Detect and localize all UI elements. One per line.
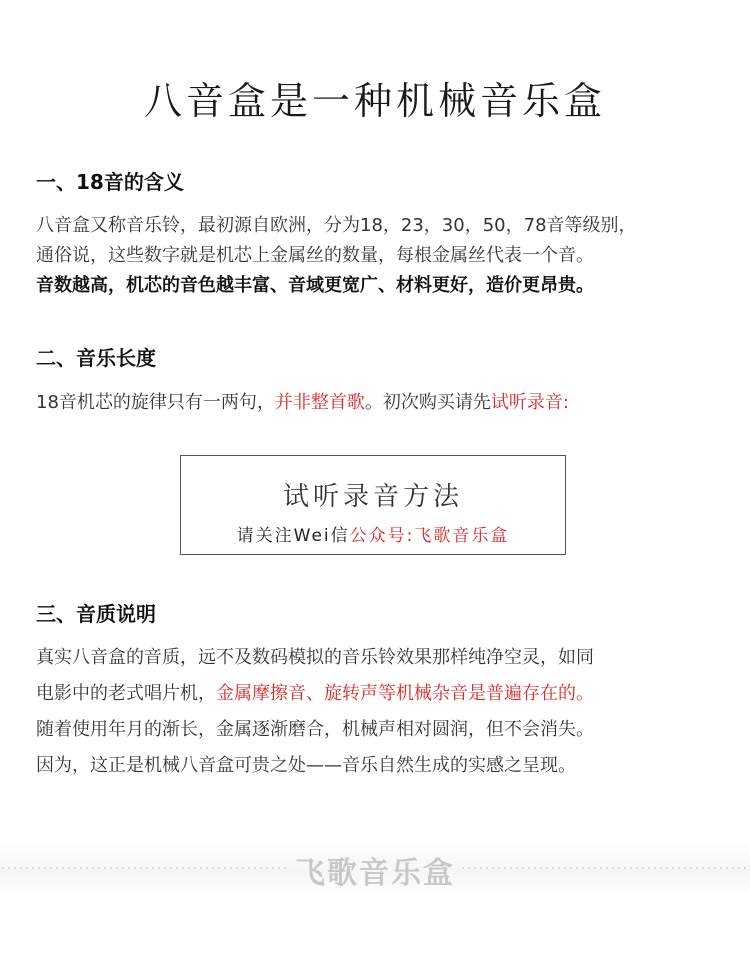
box-title: 试听录音方法	[282, 482, 463, 512]
section3-line2	[36, 679, 726, 709]
page-title: 八音盒是一种机械音乐盒	[143, 79, 606, 123]
box-subtitle	[181, 521, 565, 546]
section2-heading: 二、音乐长度	[36, 346, 156, 370]
section2-highlight-listen: 试听录音:	[490, 392, 569, 413]
box-sub-prefix: 请关注Wei信	[236, 526, 350, 546]
section2-paragraph	[36, 388, 726, 418]
section3-line1: 真实八音盒的音质，远不及数码模拟的音乐铃效果那样纯净空灵，如同	[36, 647, 594, 668]
section3-line2-highlight: 金属摩擦音、旋转声等机械杂音是普遍存在的。	[216, 683, 594, 704]
section3-line3: 随着使用年月的渐长，金属逐渐磨合，机械声相对圆润，但不会消失。	[36, 719, 594, 740]
section1-line2: 通俗说，这些数字就是机芯上金属丝的数量，每根金属丝代表一个音。	[36, 245, 594, 266]
listen-method-box	[180, 455, 566, 555]
section2-text-a: 18音机芯的旋律只有一两句，	[36, 392, 275, 413]
box-sub-account: 公众号:飞歌音乐盒	[349, 526, 510, 546]
section1-line1: 八音盒又称音乐铃，最初源自欧洲，分为18，23，30，50，78音等级别，	[36, 215, 637, 236]
section3-heading: 三、音质说明	[36, 602, 156, 626]
section1-line3: 音数越高，机芯的音色越丰富、音域更宽广、材料更好，造价更昂贵。	[36, 275, 594, 296]
section3-line2-a: 电影中的老式唱片机，	[36, 683, 216, 704]
section2-text-b: 。初次购买请先	[364, 392, 491, 413]
section2-highlight-not-full-song: 并非整首歌	[274, 392, 365, 413]
section1-heading: 一、18音的含义	[36, 170, 184, 194]
footer-brand-watermark: 飞歌音乐盒	[295, 856, 455, 891]
section3-line4: 因为，这正是机械八音盒可贵之处——音乐自然生成的实感之呈现。	[36, 755, 576, 776]
